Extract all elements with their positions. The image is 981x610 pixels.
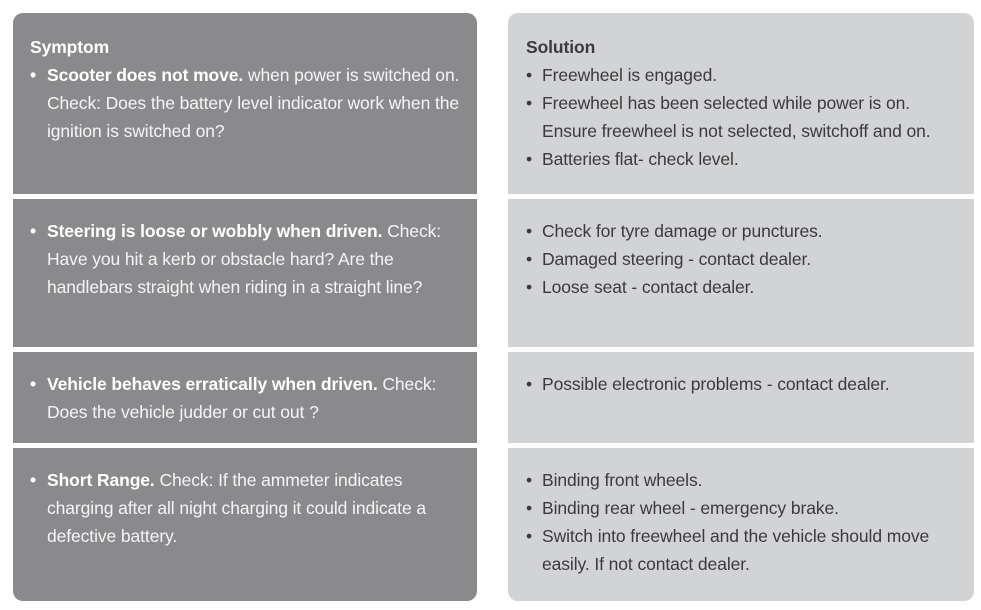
symptom-bold-text: Steering is loose or wobbly when driven.	[47, 221, 383, 241]
solution-cell-3	[508, 352, 974, 443]
symptom-cell-4	[13, 448, 477, 601]
symptom-bold-text: Short Range.	[47, 470, 155, 490]
symptom-rest-text: when power is switched on. Check: Does the battery level indicator work when the ignition is switched on?	[47, 65, 460, 141]
solution-item: • Damaged steering - contact dealer.	[526, 245, 968, 273]
solution-item: • Freewheel is engaged.	[526, 61, 968, 89]
symptom-rest-text: Check: If the ammeter indicates charging after all night charging it could indicate a defective battery.	[47, 470, 426, 546]
solution-list-3	[526, 370, 968, 398]
symptom-column	[13, 13, 477, 601]
symptom-cell-2	[13, 199, 477, 347]
solution-list-2	[526, 217, 968, 301]
symptom-rest-text: Check: Have you hit a kerb or obstacle hard? Are the handlebars straight when riding in a straight line?	[47, 221, 442, 297]
symptom-bold-text: Vehicle behaves erratically when driven.	[47, 374, 378, 394]
symptom-column-header: Symptom	[30, 37, 110, 57]
symptom-item	[30, 370, 463, 426]
solution-list-1	[526, 61, 968, 173]
solution-cell-1	[508, 13, 974, 194]
symptom-item	[30, 466, 463, 550]
solution-item: • Check for tyre damage or punctures.	[526, 217, 968, 245]
solution-column-header: Solution	[526, 37, 596, 57]
symptom-list-1	[30, 61, 463, 145]
solution-item: • Batteries flat- check level.	[526, 145, 968, 173]
solution-item: • Freewheel has been selected while power is on. Ensure freewheel is not selected, switchoff and on.	[526, 89, 968, 145]
symptom-rest-text: Check: Does the vehicle judder or cut out ?	[47, 374, 437, 422]
solution-cell-2	[508, 199, 974, 347]
symptom-list-3	[30, 370, 463, 426]
solution-item: • Binding rear wheel - emergency brake.	[526, 494, 968, 522]
solution-item: • Switch into freewheel and the vehicle should move easily. If not contact dealer.	[526, 522, 968, 578]
solution-item: • Possible electronic problems - contact dealer.	[526, 370, 968, 398]
solution-list-4	[526, 466, 968, 578]
solution-item: • Loose seat - contact dealer.	[526, 273, 968, 301]
symptom-cell-3	[13, 352, 477, 443]
symptom-list-2	[30, 217, 463, 301]
symptom-cell-1	[13, 13, 477, 194]
solution-column	[508, 13, 974, 601]
symptom-list-4	[30, 466, 463, 550]
symptom-item	[30, 217, 463, 301]
solution-item: • Binding front wheels.	[526, 466, 968, 494]
symptom-bold-text: Scooter does not move.	[47, 65, 244, 85]
solution-cell-4	[508, 448, 974, 601]
symptom-item	[30, 61, 463, 145]
